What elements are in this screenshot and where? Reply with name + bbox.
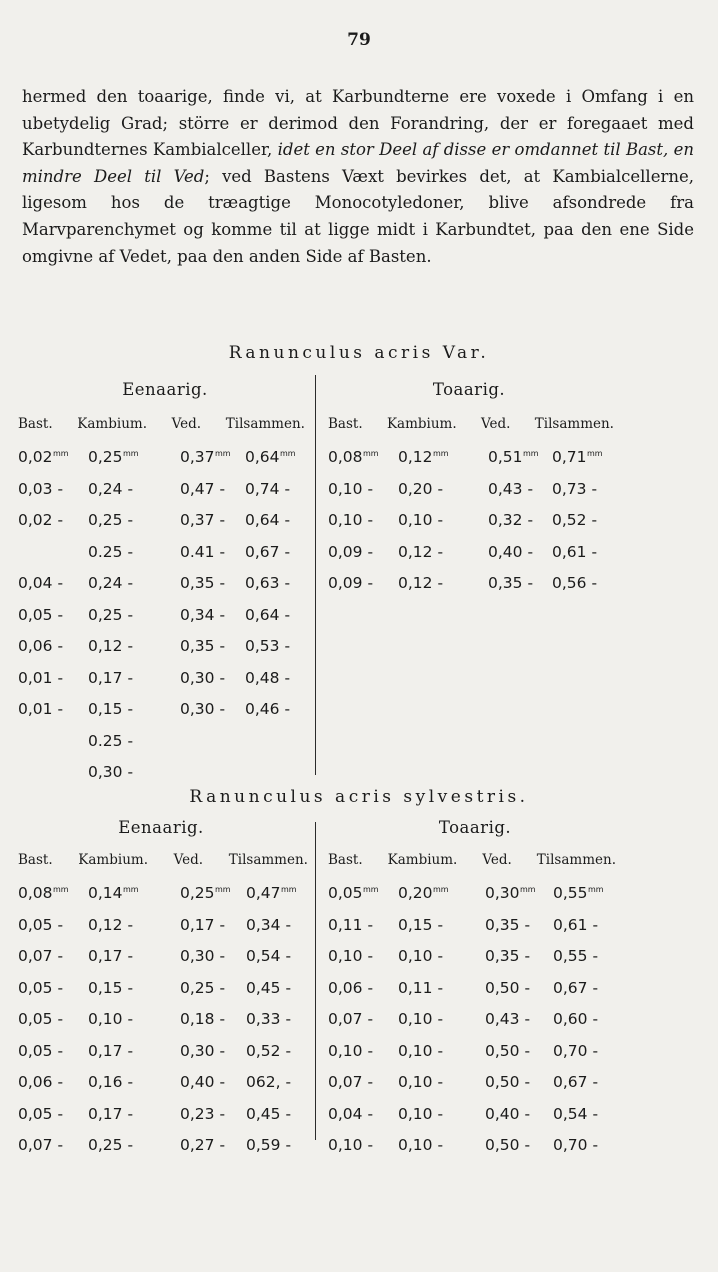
cell-bast: 0,07 - — [328, 1073, 374, 1091]
cell-tilsammen: 0,59 - — [246, 1136, 292, 1154]
unit-mm: mm — [281, 885, 297, 894]
cell-kambium: 0,10 - — [398, 947, 444, 965]
cell-bast: 0,03 - — [18, 479, 64, 498]
cell-ved: 0,43 - — [485, 1010, 531, 1028]
cell-bast: 0,04 - — [18, 574, 64, 592]
cell-kambium: $0,20^{mm}$ — [398, 884, 449, 902]
cell-bast: 0,10 - — [328, 479, 374, 498]
cell-bast: 0,06 - — [18, 637, 64, 655]
cell-tilsammen: 0,52 - — [246, 1041, 292, 1060]
cell-kambium: 0,17 - — [88, 947, 134, 965]
cell-kambium: 0,12 - — [88, 915, 134, 934]
cell-bast: 0,11 - — [328, 915, 374, 934]
cell-tilsammen: 0,64 - — [245, 605, 291, 624]
cell-ved: 0,27 - — [180, 1136, 226, 1154]
column-header-tilsammen: Tilsammen. — [536, 852, 616, 868]
cell-kambium: 0,12 - — [398, 574, 444, 592]
section-title-acris-sylvestris: Ranunculus acris sylvestris. — [189, 787, 529, 807]
cell-bast: 0,06 - — [328, 978, 374, 997]
cell-tilsammen: $0,55^{mm}$ — [553, 884, 604, 902]
cell-bast: 0,07 - — [18, 1136, 64, 1154]
cell-ved: 0,40 - — [485, 1104, 531, 1123]
cell-ved: 0,35 - — [180, 574, 226, 592]
column-headers — [18, 852, 308, 868]
group-heading-eenaarig: Eenaarig. — [122, 380, 208, 399]
cell-bast: 0,05 - — [18, 1041, 64, 1060]
group-heading-toaarig: Toaarig. — [438, 818, 512, 837]
cell-ved: 0,23 - — [180, 1104, 226, 1123]
cell-tilsammen: 0,55 - — [553, 947, 599, 965]
unit-mm: mm — [215, 885, 231, 894]
cell-tilsammen: 0,70 - — [553, 1136, 599, 1154]
cell-tilsammen: 0,74 - — [245, 479, 291, 498]
cell-kambium: 0,12 - — [398, 542, 444, 561]
cell-kambium: $0,14^{mm}$ — [88, 884, 139, 902]
cell-bast: 0,05 - — [18, 1010, 64, 1028]
unit-mm: mm — [215, 449, 231, 458]
cell-ved: 0,17 - — [180, 915, 226, 934]
cell-tilsammen: 062, - — [246, 1073, 292, 1091]
cell-tilsammen: 0,54 - — [246, 947, 292, 965]
cell-bast: 0,01 - — [18, 700, 64, 718]
cell-bast: $0,08^{mm}$ — [18, 884, 69, 902]
cell-ved: $0,51^{mm}$ — [488, 448, 539, 466]
column-header-tilsammen: Tilsammen. — [534, 416, 614, 432]
cell-tilsammen: 0,34 - — [246, 915, 292, 934]
cell-ved: 0,50 - — [485, 1136, 531, 1154]
unit-mm: mm — [523, 449, 539, 458]
unit-mm: mm — [280, 449, 296, 458]
body-paragraph: hermed den toaarige, finde vi, at Karbundterne ere voxede i Omfang i en ubetydelig Grad; större er derimod den Forandring, der er foregaaet med Karbundternes Kambialceller, idet en stor Deel af disse er omdannet til Bast, en mindre Deel til Ved; ved Bastens Væxt bevirkes det, at Kambialcellerne, ligesom hos de træagtige Monocotyledoner, blive afsondrede fra Marvparenchymet og komme til at ligge midt i Karbundtet, paa den ene Side omgivne af Vedet, paa den anden Side af Basten. — [22, 87, 694, 266]
column-header-bast: Bast. — [328, 852, 363, 868]
cell-kambium: 0,11 - — [398, 978, 444, 997]
cell-kambium: 0,10 - — [398, 511, 444, 529]
cell-ved: 0,35 - — [488, 574, 534, 592]
cell-ved: 0,35 - — [180, 637, 226, 655]
cell-ved: 0,30 - — [180, 1041, 226, 1060]
cell-kambium: 0,17 - — [88, 668, 134, 687]
cell-bast: 0,07 - — [18, 947, 64, 965]
cell-tilsammen: 0,73 - — [552, 479, 598, 498]
cell-ved: 0,25 - — [180, 978, 226, 997]
column-header-ved: Ved. — [482, 852, 512, 868]
cell-tilsammen: 0,67 - — [553, 1073, 599, 1091]
cell-ved: 0,30 - — [180, 668, 226, 687]
cell-kambium: 0,30 - — [88, 763, 134, 781]
cell-bast: 0,05 - — [18, 605, 64, 624]
cell-kambium: 0,15 - — [88, 978, 134, 997]
cell-kambium: 0,24 - — [88, 574, 134, 592]
cell-tilsammen: $0,64^{mm}$ — [245, 448, 296, 466]
cell-ved: $0,30^{mm}$ — [485, 884, 536, 902]
column-header-kambium: Kambium. — [386, 416, 457, 432]
cell-tilsammen: 0,61 - — [553, 915, 599, 934]
cell-bast: $0,02^{mm}$ — [18, 448, 69, 466]
cell-kambium: 0.25 - — [88, 731, 134, 750]
column-divider — [315, 822, 316, 1140]
cell-kambium: 0,15 - — [88, 700, 134, 718]
column-headers — [18, 416, 305, 432]
cell-tilsammen: 0,60 - — [553, 1010, 599, 1028]
cell-ved: 0,34 - — [180, 605, 226, 624]
unit-mm: mm — [123, 449, 139, 458]
group-heading-toaarig: Toaarig. — [432, 380, 506, 399]
cell-ved: 0,40 - — [180, 1073, 226, 1091]
column-headers — [328, 416, 614, 432]
cell-tilsammen: $0,47^{mm}$ — [246, 884, 297, 902]
cell-kambium: $0,12^{mm}$ — [398, 448, 449, 466]
cell-tilsammen: 0,63 - — [245, 574, 291, 592]
column-headers — [328, 852, 616, 868]
column-header-ved: Ved. — [171, 416, 202, 432]
cell-kambium: 0.25 - — [88, 542, 134, 561]
group-heading-eenaarig: Eenaarig. — [118, 818, 204, 837]
cell-ved: 0,50 - — [485, 978, 531, 997]
cell-bast: 0,10 - — [328, 947, 374, 965]
column-header-kambium: Kambium. — [387, 852, 458, 868]
cell-kambium: 0,10 - — [398, 1041, 444, 1060]
cell-tilsammen: 0,67 - — [553, 978, 599, 997]
cell-ved: 0,40 - — [488, 542, 534, 561]
cell-bast: 0,10 - — [328, 1041, 374, 1060]
cell-ved: 0,43 - — [488, 479, 534, 498]
unit-mm: mm — [520, 885, 536, 894]
cell-kambium: 0,24 - — [88, 479, 134, 498]
column-header-tilsammen: Tilsammen. — [225, 416, 305, 432]
unit-mm: mm — [363, 885, 379, 894]
cell-kambium: 0,25 - — [88, 511, 134, 529]
column-header-bast: Bast. — [18, 416, 53, 432]
unit-mm: mm — [433, 885, 449, 894]
cell-tilsammen: $0,71^{mm}$ — [552, 448, 603, 466]
cell-tilsammen: 0,56 - — [552, 574, 598, 592]
column-header-bast: Bast. — [18, 852, 53, 868]
cell-tilsammen: 0,67 - — [245, 542, 291, 561]
cell-bast: 0,05 - — [18, 978, 64, 997]
cell-tilsammen: 0,64 - — [245, 511, 291, 529]
column-header-bast: Bast. — [328, 416, 363, 432]
cell-kambium: 0,16 - — [88, 1073, 134, 1091]
cell-tilsammen: 0,45 - — [246, 978, 292, 997]
unit-mm: mm — [588, 885, 604, 894]
cell-tilsammen: 0,45 - — [246, 1104, 292, 1123]
cell-kambium: 0,25 - — [88, 605, 134, 624]
column-divider — [315, 375, 316, 775]
italic-phrase: idet en stor Deel af disse er omdannet til Bast, en mindre Deel til Ved — [22, 140, 694, 186]
cell-bast: 0,05 - — [18, 915, 64, 934]
cell-tilsammen: 0,61 - — [552, 542, 598, 561]
cell-kambium: 0,10 - — [398, 1010, 444, 1028]
cell-kambium: 0,12 - — [88, 637, 134, 655]
column-header-kambium: Kambium. — [78, 852, 148, 868]
cell-tilsammen: 0,70 - — [553, 1041, 599, 1060]
cell-kambium: 0,10 - — [398, 1136, 444, 1154]
section-title-acris-var: Ranunculus acris Var. — [228, 343, 490, 363]
cell-tilsammen: 0,33 - — [246, 1010, 292, 1028]
cell-bast: 0,09 - — [328, 542, 374, 561]
cell-tilsammen: 0,53 - — [245, 637, 291, 655]
cell-ved: 0,35 - — [485, 947, 531, 965]
cell-kambium: 0,15 - — [398, 915, 444, 934]
cell-ved: 0.41 - — [180, 542, 226, 561]
column-header-ved: Ved. — [173, 852, 204, 868]
cell-bast: 0,05 - — [18, 1104, 64, 1123]
cell-bast: $0,05^{mm}$ — [328, 884, 379, 902]
cell-kambium: 0,10 - — [398, 1104, 444, 1123]
cell-bast: 0,10 - — [328, 511, 374, 529]
cell-ved: 0,50 - — [485, 1041, 531, 1060]
cell-bast: $0,08^{mm}$ — [328, 448, 379, 466]
cell-bast: 0,06 - — [18, 1073, 64, 1091]
cell-ved: 0,50 - — [485, 1073, 531, 1091]
column-header-ved: Ved. — [481, 416, 511, 432]
unit-mm: mm — [433, 449, 449, 458]
cell-ved: 0,32 - — [488, 511, 534, 529]
cell-bast: 0,04 - — [328, 1104, 374, 1123]
cell-ved: 0,30 - — [180, 947, 226, 965]
column-header-tilsammen: Tilsammen. — [228, 852, 308, 868]
cell-tilsammen: 0,48 - — [245, 668, 291, 687]
cell-ved: 0,37 - — [180, 511, 226, 529]
cell-bast: 0,09 - — [328, 574, 374, 592]
cell-bast: 0,01 - — [18, 668, 64, 687]
cell-tilsammen: 0,54 - — [553, 1104, 599, 1123]
unit-mm: mm — [587, 449, 603, 458]
unit-mm: mm — [53, 885, 69, 894]
cell-kambium: 0,17 - — [88, 1104, 134, 1123]
column-header-kambium: Kambium. — [77, 416, 147, 432]
cell-ved: $0,25^{mm}$ — [180, 884, 231, 902]
cell-ved: 0,35 - — [485, 915, 531, 934]
unit-mm: mm — [363, 449, 379, 458]
cell-tilsammen: 0,46 - — [245, 700, 291, 718]
cell-kambium: 0,10 - — [398, 1073, 444, 1091]
cell-ved: $0,37^{mm}$ — [180, 448, 231, 466]
cell-kambium: 0,10 - — [88, 1010, 134, 1028]
page-number: 79 — [347, 30, 371, 50]
unit-mm: mm — [123, 885, 139, 894]
cell-kambium: 0,17 - — [88, 1041, 134, 1060]
cell-ved: 0,30 - — [180, 700, 226, 718]
unit-mm: mm — [53, 449, 69, 458]
cell-kambium: 0,25 - — [88, 1136, 134, 1154]
cell-bast: 0,07 - — [328, 1010, 374, 1028]
cell-kambium: 0,20 - — [398, 479, 444, 498]
cell-ved: 0,47 - — [180, 479, 226, 498]
cell-ved: 0,18 - — [180, 1010, 226, 1028]
cell-bast: 0,10 - — [328, 1136, 374, 1154]
cell-tilsammen: 0,52 - — [552, 511, 598, 529]
cell-kambium: $0,25^{mm}$ — [88, 448, 139, 466]
cell-bast: 0,02 - — [18, 511, 64, 529]
